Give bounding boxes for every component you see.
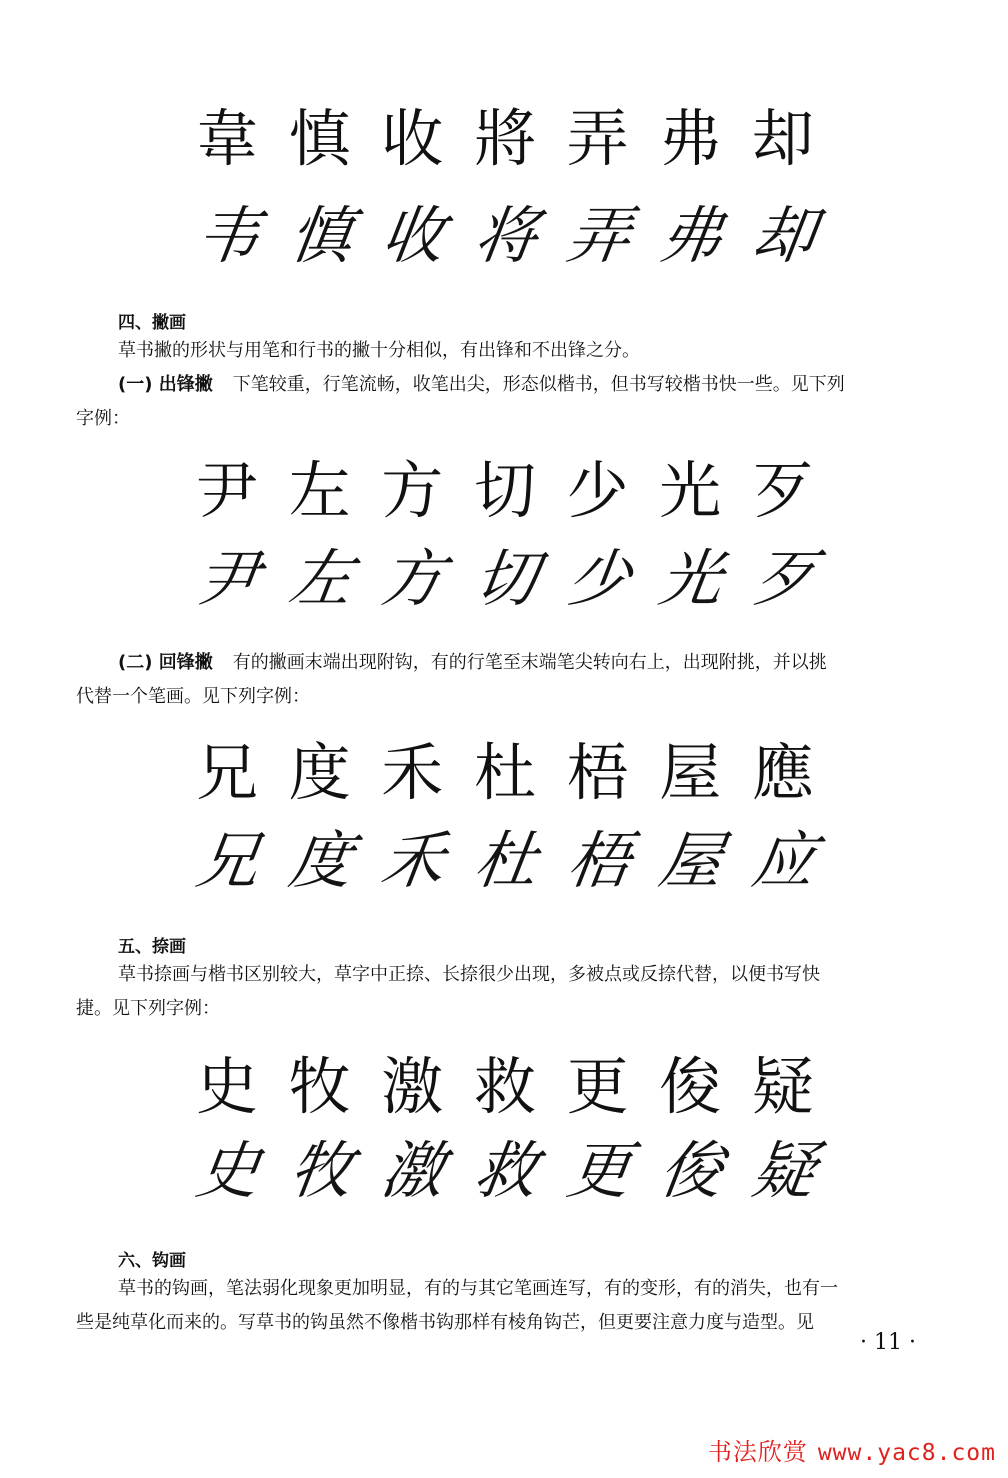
paragraph-line: 字例： (76, 408, 130, 429)
character: 弄 (566, 102, 629, 175)
character: 歹 (751, 454, 814, 527)
example-row-caoshu-3 (185, 824, 825, 897)
character: 杜 (473, 736, 536, 809)
example-row-kaishu-3 (185, 736, 825, 809)
character: 激 (377, 1134, 448, 1207)
character: 救 (473, 1050, 536, 1123)
paragraph-line: 代替一个笔画。见下列字例： (76, 686, 310, 707)
character: 方 (381, 454, 444, 527)
character: 韦 (191, 199, 263, 272)
character: 史 (191, 1134, 263, 1207)
character: 激 (381, 1050, 444, 1123)
section-heading: 五、捺画 (118, 937, 186, 957)
paragraph-line: 些是纯草化而来的。写草书的钩虽然不像楷书钩那样有棱角钩芒，但更要注意力度与造型。见 (76, 1312, 814, 1333)
character: 应 (747, 824, 819, 897)
character: 光 (659, 454, 722, 527)
character: 方 (377, 542, 448, 615)
paragraph-line (118, 646, 944, 680)
character: 史 (195, 1050, 258, 1123)
character: 切 (469, 542, 541, 615)
character: 疑 (751, 1050, 814, 1123)
character: 救 (469, 1134, 541, 1207)
paragraph-text: 下笔较重，行笔流畅，收笔出尖，形态似楷书，但书写较楷书快一些。见下列 (232, 374, 845, 395)
character: 梧 (562, 824, 633, 897)
character: 歹 (747, 542, 819, 615)
character: 禾 (377, 824, 448, 897)
character: 更 (562, 1134, 633, 1207)
character: 慎 (288, 102, 351, 175)
character: 少 (566, 454, 629, 527)
character: 應 (751, 736, 814, 809)
character: 兄 (191, 824, 263, 897)
character: 弗 (655, 199, 726, 272)
paragraph (76, 958, 944, 1026)
character: 禾 (381, 736, 444, 809)
character: 左 (284, 542, 355, 615)
character: 俊 (655, 1134, 726, 1207)
paragraph (76, 334, 944, 436)
paragraph-line: 草书的钩画，笔法弱化现象更加明显，有的与其它笔画连写，有的变形，有的消失，也有一 (118, 1278, 838, 1299)
example-row-caoshu-4 (185, 1134, 825, 1207)
watermark (708, 1432, 996, 1467)
character: 梧 (566, 736, 629, 809)
section-heading: 六、钩画 (118, 1251, 186, 1271)
character: 杜 (469, 824, 541, 897)
character: 却 (751, 102, 814, 175)
character: 将 (469, 199, 541, 272)
paragraph-line (118, 368, 944, 402)
character: 度 (288, 736, 351, 809)
character: 疑 (747, 1134, 819, 1207)
character: 牧 (284, 1134, 355, 1207)
character: 尹 (195, 454, 258, 527)
character: 少 (562, 542, 633, 615)
paragraph-line: 捷。见下列字例： (76, 998, 220, 1019)
character: 俊 (659, 1050, 722, 1123)
section-heading: 四、撇画 (118, 313, 186, 333)
character: 慎 (284, 199, 355, 272)
character: 更 (566, 1050, 629, 1123)
example-row-kaishu-2 (185, 454, 825, 527)
character: 收 (377, 199, 448, 272)
subsection-label: (二) 回锋撇 (118, 652, 213, 673)
character: 韋 (195, 102, 258, 175)
character: 兄 (195, 736, 258, 809)
example-row-kaishu-1 (185, 102, 825, 175)
character: 光 (655, 542, 726, 615)
character: 却 (747, 199, 819, 272)
character: 牧 (288, 1050, 351, 1123)
subsection-label: (一) 出锋撇 (118, 374, 213, 395)
character: 切 (473, 454, 536, 527)
character: 弄 (562, 199, 633, 272)
character: 屋 (659, 736, 722, 809)
watermark-url: www.yac8.com (817, 1440, 996, 1466)
paragraph-text: 有的撇画末端出现附钩，有的行笔至末端笔尖转向右上，出现附挑，并以挑 (232, 652, 827, 673)
example-row-caoshu-2 (185, 542, 825, 615)
page-number: · 11 · (860, 1330, 916, 1355)
character: 弗 (659, 102, 722, 175)
character: 將 (473, 102, 536, 175)
character: 左 (288, 454, 351, 527)
example-row-kaishu-4 (185, 1050, 825, 1123)
paragraph (76, 1272, 944, 1340)
character: 尹 (191, 542, 263, 615)
character: 度 (284, 824, 355, 897)
paragraph (76, 646, 944, 714)
paragraph-line: 草书撇的形状与用笔和行书的撇十分相似，有出锋和不出锋之分。 (118, 340, 640, 361)
character: 收 (381, 102, 444, 175)
character: 屋 (655, 824, 726, 897)
watermark-site-name: 书法欣赏 (707, 1438, 808, 1466)
example-row-caoshu-1 (185, 199, 825, 272)
paragraph-line: 草书捺画与楷书区别较大，草字中正捺、长捺很少出现，多被点或反捺代替，以便书写快 (118, 964, 820, 985)
